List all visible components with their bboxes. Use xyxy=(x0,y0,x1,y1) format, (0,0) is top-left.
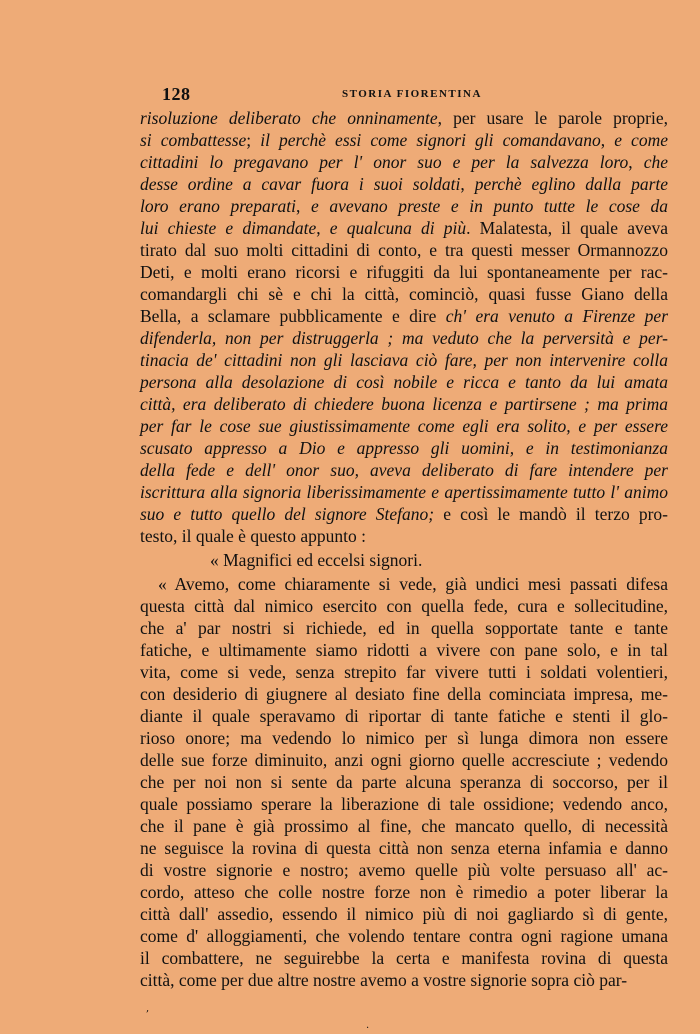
roman-text: cordo, atteso che colle nostre forze non è rimedio a poter liberar la xyxy=(140,882,668,902)
text-line xyxy=(140,503,668,525)
text-line xyxy=(140,969,668,991)
roman-text: ; xyxy=(246,130,261,150)
italic-text: persona alla desolazione di così nobile e ricca e tanto da lui amata xyxy=(140,372,668,392)
italic-text: scusato appresso a Dio e appresso gli uomini, e in testimonianza xyxy=(140,438,668,458)
italic-text: loro erano preparati xyxy=(140,196,296,216)
roman-text: città dall' assedio, essendo il nimico più di noi gagliardo sì di gente, xyxy=(140,904,668,924)
italic-text: che xyxy=(643,152,668,172)
text-line xyxy=(140,881,668,903)
text-line xyxy=(140,793,668,815)
italic-text: risoluzione deliberato che onninamente xyxy=(140,108,438,128)
text-line xyxy=(140,415,668,437)
roman-text: , xyxy=(628,152,644,172)
italic-text: lui chieste e dimandate xyxy=(140,218,317,238)
italic-text: ch' era venuto a Firenze per xyxy=(445,306,669,326)
text-line xyxy=(140,459,668,481)
roman-text: comandargli chi sè e chi la città, cominciò, quasi fusse Giano della xyxy=(140,284,668,304)
text-line xyxy=(140,683,668,705)
text-line xyxy=(140,859,668,881)
italic-text: si combattesse xyxy=(140,130,247,150)
roman-text: rioso onore; ma vedendo lo nimico per sì lunga dimora non essere xyxy=(140,728,668,748)
text-line xyxy=(140,661,668,683)
text-line xyxy=(140,371,668,393)
text-line xyxy=(158,573,668,595)
text-line xyxy=(140,107,668,129)
text-line xyxy=(140,261,668,283)
text-line xyxy=(140,947,668,969)
text-line xyxy=(140,327,668,349)
italic-text: suo e tutto quello del signore Stefano; xyxy=(140,504,435,524)
roman-text: Bella, a sclamare pubblicamente e dire xyxy=(140,306,446,326)
roman-text: , per usare le parole proprie, xyxy=(437,108,668,128)
italic-text: e avevano preste e in punto tutte le cose da xyxy=(310,196,668,216)
text-line xyxy=(140,749,668,771)
roman-text: delle sue forze diminuito, anzi ogni giorno quelle accresciute ; vedendo xyxy=(140,750,668,770)
italic-text: cittadini lo pregavano per l' onor suo e per la salvezza loro xyxy=(140,152,629,172)
roman-text: Deti, e molti erano ricorsi e rifuggiti da lui spontaneamente per rac- xyxy=(140,262,668,282)
roman-text: diante il quale speravamo di riportar di tante fatiche e stenti il glo- xyxy=(140,706,668,726)
text-line xyxy=(140,617,668,639)
text-line xyxy=(140,705,668,727)
stray-mark: . xyxy=(366,1020,370,1031)
roman-text: ne seguisce la rovina di questa città non senza eterna infamia e danno xyxy=(140,838,668,858)
text-line xyxy=(140,283,668,305)
roman-text: che il pane è già prossimo al fine, che mancato quello, di necessità xyxy=(140,816,668,836)
text-line xyxy=(140,481,668,503)
roman-text: città, come per due altre nostre avemo a vostre signorie sopra ciò par- xyxy=(140,970,628,990)
roman-text: che a' par nostri si richiede, ed in quella sopportate tante e tante xyxy=(140,618,668,638)
roman-text: come d' alloggiamenti, che volendo tentare contra ogni ragione umana xyxy=(140,926,668,946)
text-line xyxy=(140,393,668,415)
italic-text: della fede e dell' onor suo, aveva deliberato di fare intendere per xyxy=(140,460,668,480)
italic-text: e qualcuna di più xyxy=(329,218,467,238)
roman-text: di vostre signorie e nostro; avemo quelle più volte persuaso all' ac- xyxy=(140,860,668,880)
text-line xyxy=(140,595,668,617)
roman-text: , xyxy=(600,130,615,150)
roman-text: , xyxy=(296,196,311,216)
page-number: 128 xyxy=(162,84,191,104)
text-line xyxy=(210,549,668,571)
roman-text: il combattere, ne seguirebbe la certa e manifesta rovina di questa xyxy=(140,948,668,968)
text-line xyxy=(140,195,668,217)
italic-text: iscrittura alla signoria liberissimamente e apertissimamente tutto l' animo xyxy=(140,482,668,502)
stray-mark: , xyxy=(146,1003,150,1014)
italic-text: per far le cose sue giustissimamente come egli era solito, e per essere xyxy=(140,416,668,436)
roman-text: tirato dal suo molti cittadini di conto, e tra questi messer Ormannozzo xyxy=(140,240,668,260)
text-line xyxy=(140,925,668,947)
text-line xyxy=(140,305,668,327)
text-line xyxy=(140,151,668,173)
italic-text: difenderla, non per distruggerla ; ma veduto che la perversità e per- xyxy=(140,328,668,348)
text-line xyxy=(140,903,668,925)
roman-text: « Avemo, come chiaramente si vede, già undici mesi passati difesa xyxy=(158,574,668,594)
italic-text: desse ordine a cavar fuora i suoi soldati xyxy=(140,174,461,194)
roman-text: , xyxy=(460,174,475,194)
italic-text: il perchè essi come signori gli comandavano xyxy=(260,130,601,150)
italic-text: tinacia de' cittadini non gli lasciava ciò fare, per non intervenire colla xyxy=(140,350,668,370)
italic-text: perchè eglino dalla parte xyxy=(474,174,669,194)
italic-text: e come xyxy=(614,130,668,150)
roman-text: fatiche, e ultimamente siamo ridotti a vivere con pane solo, e in tal xyxy=(140,640,668,660)
roman-text: e così le mandò il terzo pro- xyxy=(434,504,668,524)
roman-text: testo, il quale è questo appunto : xyxy=(140,526,366,546)
text-line xyxy=(140,437,668,459)
roman-text: vita, come si vede, senza strepito far vivere tutti i soldati volentieri, xyxy=(140,662,668,682)
roman-text: questa città dal nimico esercito con quella fede, cura e sollecitudine, xyxy=(140,596,668,616)
roman-text: con desiderio di giugnere al desiato fine della cominciata impresa, me- xyxy=(140,684,668,704)
roman-text: che per noi non si sente da parte alcuna speranza di soccorso, per il xyxy=(140,772,668,792)
italic-text: città, era deliberato di chiedere buona licenza e partirsene ; ma prima xyxy=(140,394,668,414)
text-line xyxy=(140,771,668,793)
text-line xyxy=(140,129,668,151)
roman-text: , xyxy=(316,218,330,238)
text-line xyxy=(140,837,668,859)
roman-text: . Malatesta, il quale aveva xyxy=(466,218,669,238)
text-line xyxy=(140,217,668,239)
roman-text: quale possiamo sperare la liberazione di tale ossidione; vedendo anco, xyxy=(140,794,668,814)
roman-text: « Magnifici ed eccelsi signori. xyxy=(210,550,423,570)
text-line xyxy=(140,727,668,749)
text-line xyxy=(140,173,668,195)
text-line xyxy=(140,525,668,547)
text-line xyxy=(140,639,668,661)
text-line xyxy=(140,349,668,371)
running-title: STORIA FIORENTINA xyxy=(342,88,482,100)
text-line xyxy=(140,815,668,837)
text-line xyxy=(140,239,668,261)
